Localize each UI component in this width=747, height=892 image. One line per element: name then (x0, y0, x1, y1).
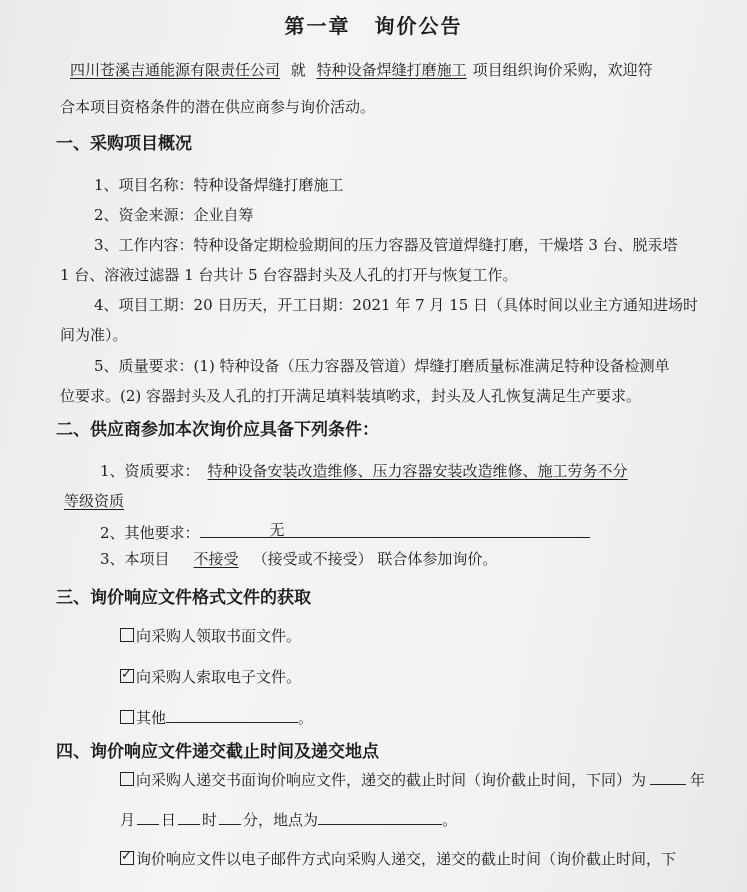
option-paper-label: 向采购人领取书面文件。 (136, 627, 302, 645)
section-1-item-4-line-2: 间为准）。 (60, 326, 128, 344)
consortium-rest: （接受或不接受） 联合体参加询价。 (252, 550, 498, 568)
chapter-label: 第一章 (284, 14, 351, 38)
day-label: 日 (161, 811, 177, 829)
submit-paper-label: 向采购人递交书面询价响应文件，递交的截止时间（询价截止时间，下同）为 (136, 771, 647, 789)
minute-field (219, 810, 241, 825)
consortium-value: 不接受 (193, 550, 239, 568)
section-3-option-2 (120, 668, 301, 686)
qualification-value: 特种设备安装改造维修、压力容器安装改造维修、施工劳务不分 (207, 462, 628, 480)
project-name: 特种设备焊缝打磨施工 (316, 61, 467, 79)
section-1-item-4-line-1: 4、项目工期：20 日历天，开工日期：2021 年 7 月 15 日（具体时间以业主方通知进场时 (94, 296, 699, 314)
intro-rest: 项目组织询价采购，欢迎符 (472, 61, 653, 79)
month-label: 月 (120, 811, 136, 829)
section-4-option-1-line-1 (120, 770, 705, 789)
intro-line-1 (70, 61, 653, 79)
intro-word-jiu: 就 (290, 61, 306, 79)
section-1-item-5-line-1: 5、质量要求：(1) 特种设备（压力容器及管道）焊缝打磨质量标准满足特种设备检测单 (94, 357, 670, 375)
qualification-label: 1、资质要求： (100, 462, 200, 480)
other-requirements-field (200, 523, 590, 538)
section-1-item-2: 2、资金来源：企业自筹 (94, 206, 254, 224)
section-3-option-3 (120, 708, 313, 727)
option-other-end: 。 (298, 709, 314, 727)
option-other-label: 其他 (136, 709, 167, 727)
option-paper-checkbox[interactable] (120, 628, 134, 642)
section-1-item-5-line-2: 位要求。(2) 容器封头及人孔的打开满足填料装填哟求，封头及人孔恢复满足生产要求。 (60, 387, 642, 405)
day-field (137, 810, 159, 825)
intro-line-2: 合本项目资格条件的潜在供应商参与询价活动。 (60, 98, 376, 116)
year-label: 年 (690, 771, 706, 789)
location-label: 分，地点为 (243, 811, 319, 829)
section-1-item-3-line-1: 3、工作内容：特种设备定期检验期间的压力容器及管道焊缝打磨，干燥塔 3 台、脱汞塔 (94, 236, 678, 254)
section-2-heading: 二、供应商参加本次询价应具备下列条件： (56, 420, 379, 440)
submit-email-checkbox[interactable] (120, 851, 134, 865)
option1-end: 。 (442, 811, 458, 829)
option-electronic-label: 向采购人索取电子文件。 (136, 668, 302, 686)
section-2-item-1-line-1 (100, 462, 628, 480)
section-3-option-1 (120, 627, 301, 645)
section-1-heading: 一、采购项目概况 (56, 134, 192, 154)
section-4-heading: 四、询价响应文件递交截止时间及递交地点 (56, 742, 379, 762)
hour-field (178, 810, 200, 825)
option-other-field (166, 708, 298, 723)
hour-label: 时 (202, 811, 218, 829)
section-2-item-2 (100, 523, 590, 542)
section-1-item-3-line-2: 1 台、溶液过滤器 1 台共计 5 台容器封头及人孔的打开与恢复工作。 (60, 266, 518, 284)
consortium-label: 3、本项目 (100, 550, 170, 568)
page-title (0, 10, 747, 39)
other-requirements-label: 2、其他要求： (100, 524, 200, 542)
location-field (318, 810, 442, 825)
qualification-value-cont: 等级资质 (64, 492, 125, 510)
year-field (650, 770, 686, 785)
submit-paper-checkbox[interactable] (120, 772, 134, 786)
option-other-checkbox[interactable] (120, 710, 134, 724)
other-requirements-value: 无 (269, 521, 285, 539)
section-2-item-3 (100, 550, 497, 568)
submit-email-label: 询价响应文件以电子邮件方式向采购人递交，递交的截止时间（询价截止时间，下 (136, 850, 677, 868)
section-3-heading: 三、询价响应文件格式文件的获取 (56, 588, 311, 608)
section-2-item-1-line-2 (64, 492, 138, 510)
section-1-item-1: 1、项目名称：特种设备焊缝打磨施工 (94, 176, 344, 194)
option-electronic-checkbox[interactable] (120, 669, 134, 683)
section-4-option-1-line-2 (120, 810, 457, 829)
chapter-title: 询价公告 (374, 14, 463, 38)
section-4-option-2-line-1 (120, 850, 676, 868)
company-name: 四川苍溪吉通能源有限责任公司 (70, 61, 281, 79)
